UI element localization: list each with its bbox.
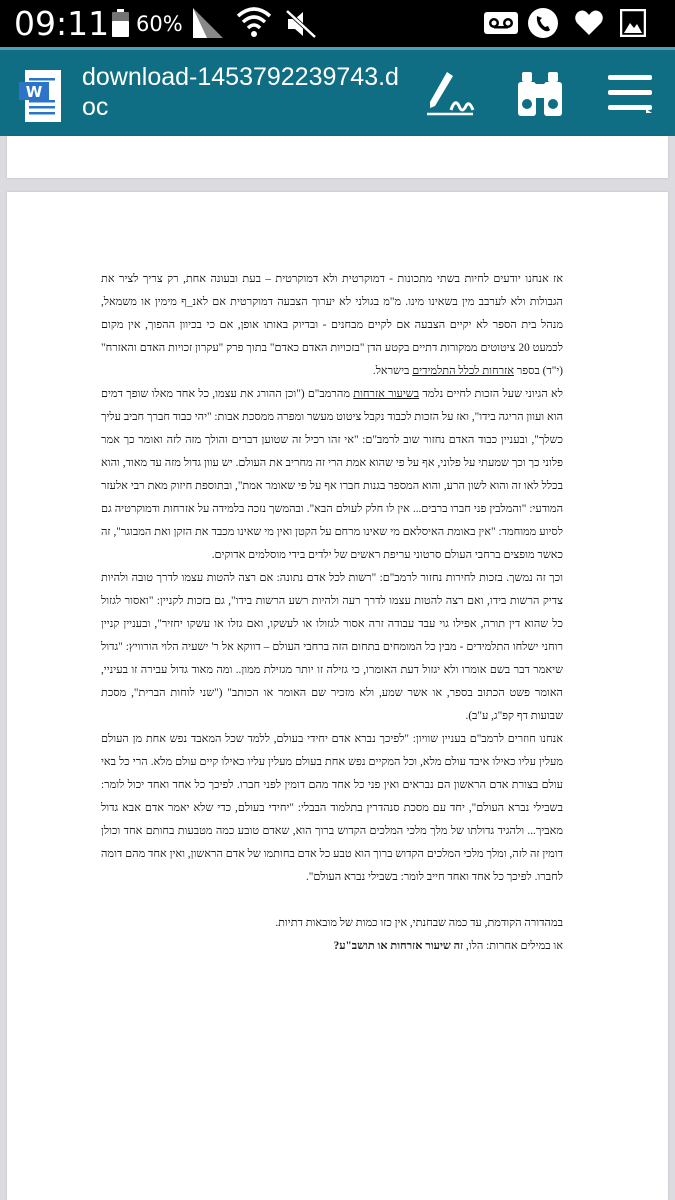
paragraph-text: מהרמב"ם ("וכן ההורג את עצמו, כל אחד מאלו שופך דמים הוא ועוון הריגה בידו", ואז על הזכות לכבוד נקבל ציטוט מעשר ומפרה ממסכת אבות: "יהי כבוד חברך חביב עליך כשלך", ובעניין כבוד האדם נחזור שוב לרמב"ם: "אי זהו רכיל זה שטוען דברים והולך מזה לזה ואומר כך אמר פלוני כך וכך שמעתי על פלוני, אף על פי שהוא אמת הרי זה מחריב את העולם. יש עוון גדול מזה עד מאוד, והוא בכלל לאו זה והוא לשון הרע, והוא המספר בגנות חברו אף על פי שאומר אמת", ובתוספת חיזוק מאת רבי אלעזר המודעי: "והמלבין פני חברו ברבים... אין לו חלק לעולם הבא". ובהמשך נזכה בלמידה על אזרחות ודמוקרטיה גם לסיוע ממוחמד: "אין באומת האיסלאם מי שאינו מרחם על הקטן ואין מי שאינו מכבד את הזקן ואת המבוגר", זה כאשר מופצים ברחבי העולם סרטוני עריפת ראשים של ילדים בידי מוסלמים אדוקים. bbox=[101, 388, 563, 561]
document-body bbox=[101, 268, 563, 958]
paragraph-text: לא הגיוני שעל הזכות לחיים נלמד bbox=[419, 388, 563, 400]
paragraph-spacer bbox=[101, 889, 563, 912]
underlined-text: אזרחות לכלל התלמידים bbox=[412, 365, 514, 377]
document-paragraph bbox=[101, 567, 563, 728]
document-paragraph bbox=[101, 728, 563, 889]
paragraph-text: אנחנו חוזרים לרמב"ם בעניין שוויון: "לפיכך נברא אדם יחידי בעולם, ללמד שכל המאבד נפש אחת מן העולם מעלין עליו כאילו איבד עולם מלא, וכל המקיים נפש אחת בעולם מעלין עליו כאילו קיים עולם מלא. הרי כל באי עולם בצורת אדם הראשון הם נבראים ואין פני כל אחד מהם דומין לפני חברו. לפיכך כל אחד ואחד יכול לומר: בשבילי נברא העולם", יחד עם מסכת סנהדרין בתלמוד הבבלי: "יחידי בעולם, כדי שלא יאמר אדם אבא גדול מאביך... ולהגיד גדולתו של מלך מלכי המלכים הקדוש ברוך הוא, שאדם טובע כמה מטבעות בחותם אחד וכולן דומין זה לזה, ומלך מלכי המלכים הקדוש ברוך הוא טבע כל אדם בחותמו של אדם הראשון, ואין אחד מהם דומה לחברו. לפיכך כל אחד ואחד חייב לומר: בשבילי נברא העולם". bbox=[101, 733, 563, 883]
document-title: download-1453792239743.doc bbox=[82, 63, 399, 121]
mute-icon bbox=[285, 8, 317, 40]
menu-icon[interactable] bbox=[608, 73, 652, 113]
document-paragraph bbox=[101, 383, 563, 567]
battery-icon bbox=[112, 9, 129, 37]
pen-signature-icon[interactable] bbox=[425, 70, 475, 118]
paragraph-text: וכך זה נמשך. בזכות לחירות נחזור לרמב"ם: "רשות לכל אדם נתונה: אם רצה להטות עצמו לדרך טובה ולהיות צדיק הרשות בידו, ואם רצה להטות עצמו לדרך רעה ולהיות רשע הרשות בידו", גם בזכות לקניין: "ואסור לגזול כל שהוא דין תורה, אפילו גוי עבד עבודה זרה אסור לגזולו או לעשקו, ואם גזלו או עשקו יחזיר", ובעניין קניין רוחני ישלחו התלמידים - מבין כל המומחים בתחום הזה ברחבי העולם – דווקא אל ר' ישעיה הלוי הורוויץ: "גדול שיאמר דבר בשם אומרו ולא יגזול דעת האומרו, כי גזילה זו יותר מגזילת ממון.. ומה מאוד גדול עבירה זו בעיניי, האומר פשט הכתוב בספר, או אשר שמע, ולא מזכיר שם האומר או הכותב" ("שני לוחות הברית", מסכת שבועות דף קפ"ג, ע"ב). bbox=[101, 572, 563, 722]
heart-icon bbox=[574, 8, 604, 38]
photo-icon bbox=[620, 9, 646, 37]
battery-percent: 60% bbox=[136, 12, 183, 36]
signal-icon bbox=[193, 8, 223, 38]
underlined-text: בשיעור אזרחות bbox=[353, 388, 420, 400]
word-doc-icon bbox=[19, 70, 67, 122]
wifi-icon bbox=[236, 6, 272, 38]
binoculars-icon[interactable] bbox=[518, 70, 562, 116]
closing-line: במהדורה הקודמת, עד כמה שבחנתי, אין כזו כמות של מובאות דתיות. bbox=[275, 917, 563, 929]
document-paragraph bbox=[101, 268, 563, 383]
status-bar bbox=[0, 0, 675, 47]
svg-text:W: W bbox=[25, 83, 43, 101]
closing-question-bold: זה שיעור אזרחות או תושב"ע? bbox=[333, 940, 464, 952]
paragraph-text: אז אנחנו יודעים לחיות בשתי מתכונות - דמוקרטית ולא דמוקרטית – בעת ובעונה אחת, רק צריך לציר את הגבולות ולא לערבב מין בשאינו מינו. מ"מ בגולני לא יערוך הצבעה דמוקרטית אם לאנ_ף מימין או משמאל, מנהל בית הספר לא יקיים הצבעה אם לקיים מבחנים - ובדיוק באותו אופן, אם כי בכיוון ההפוך, אין מקום לכמעט 20 ציטוטים ממקורות דתיים בקטע הדן "בזכויות האדם כאדם" בתוך פרק "עקרון זכויות האדם והאזרח" (י"ד) בספר bbox=[101, 273, 563, 377]
document-page-previous bbox=[7, 136, 668, 178]
closing-question bbox=[101, 935, 563, 958]
status-time: 09:11 bbox=[14, 4, 110, 43]
paragraph-text: בישראל. bbox=[372, 365, 413, 377]
closing-question-prefix: או במילים אחרות: הלו, bbox=[463, 940, 563, 952]
call-icon bbox=[528, 8, 558, 38]
toolbar-top-divider bbox=[0, 47, 675, 50]
voicemail-icon bbox=[484, 12, 518, 34]
